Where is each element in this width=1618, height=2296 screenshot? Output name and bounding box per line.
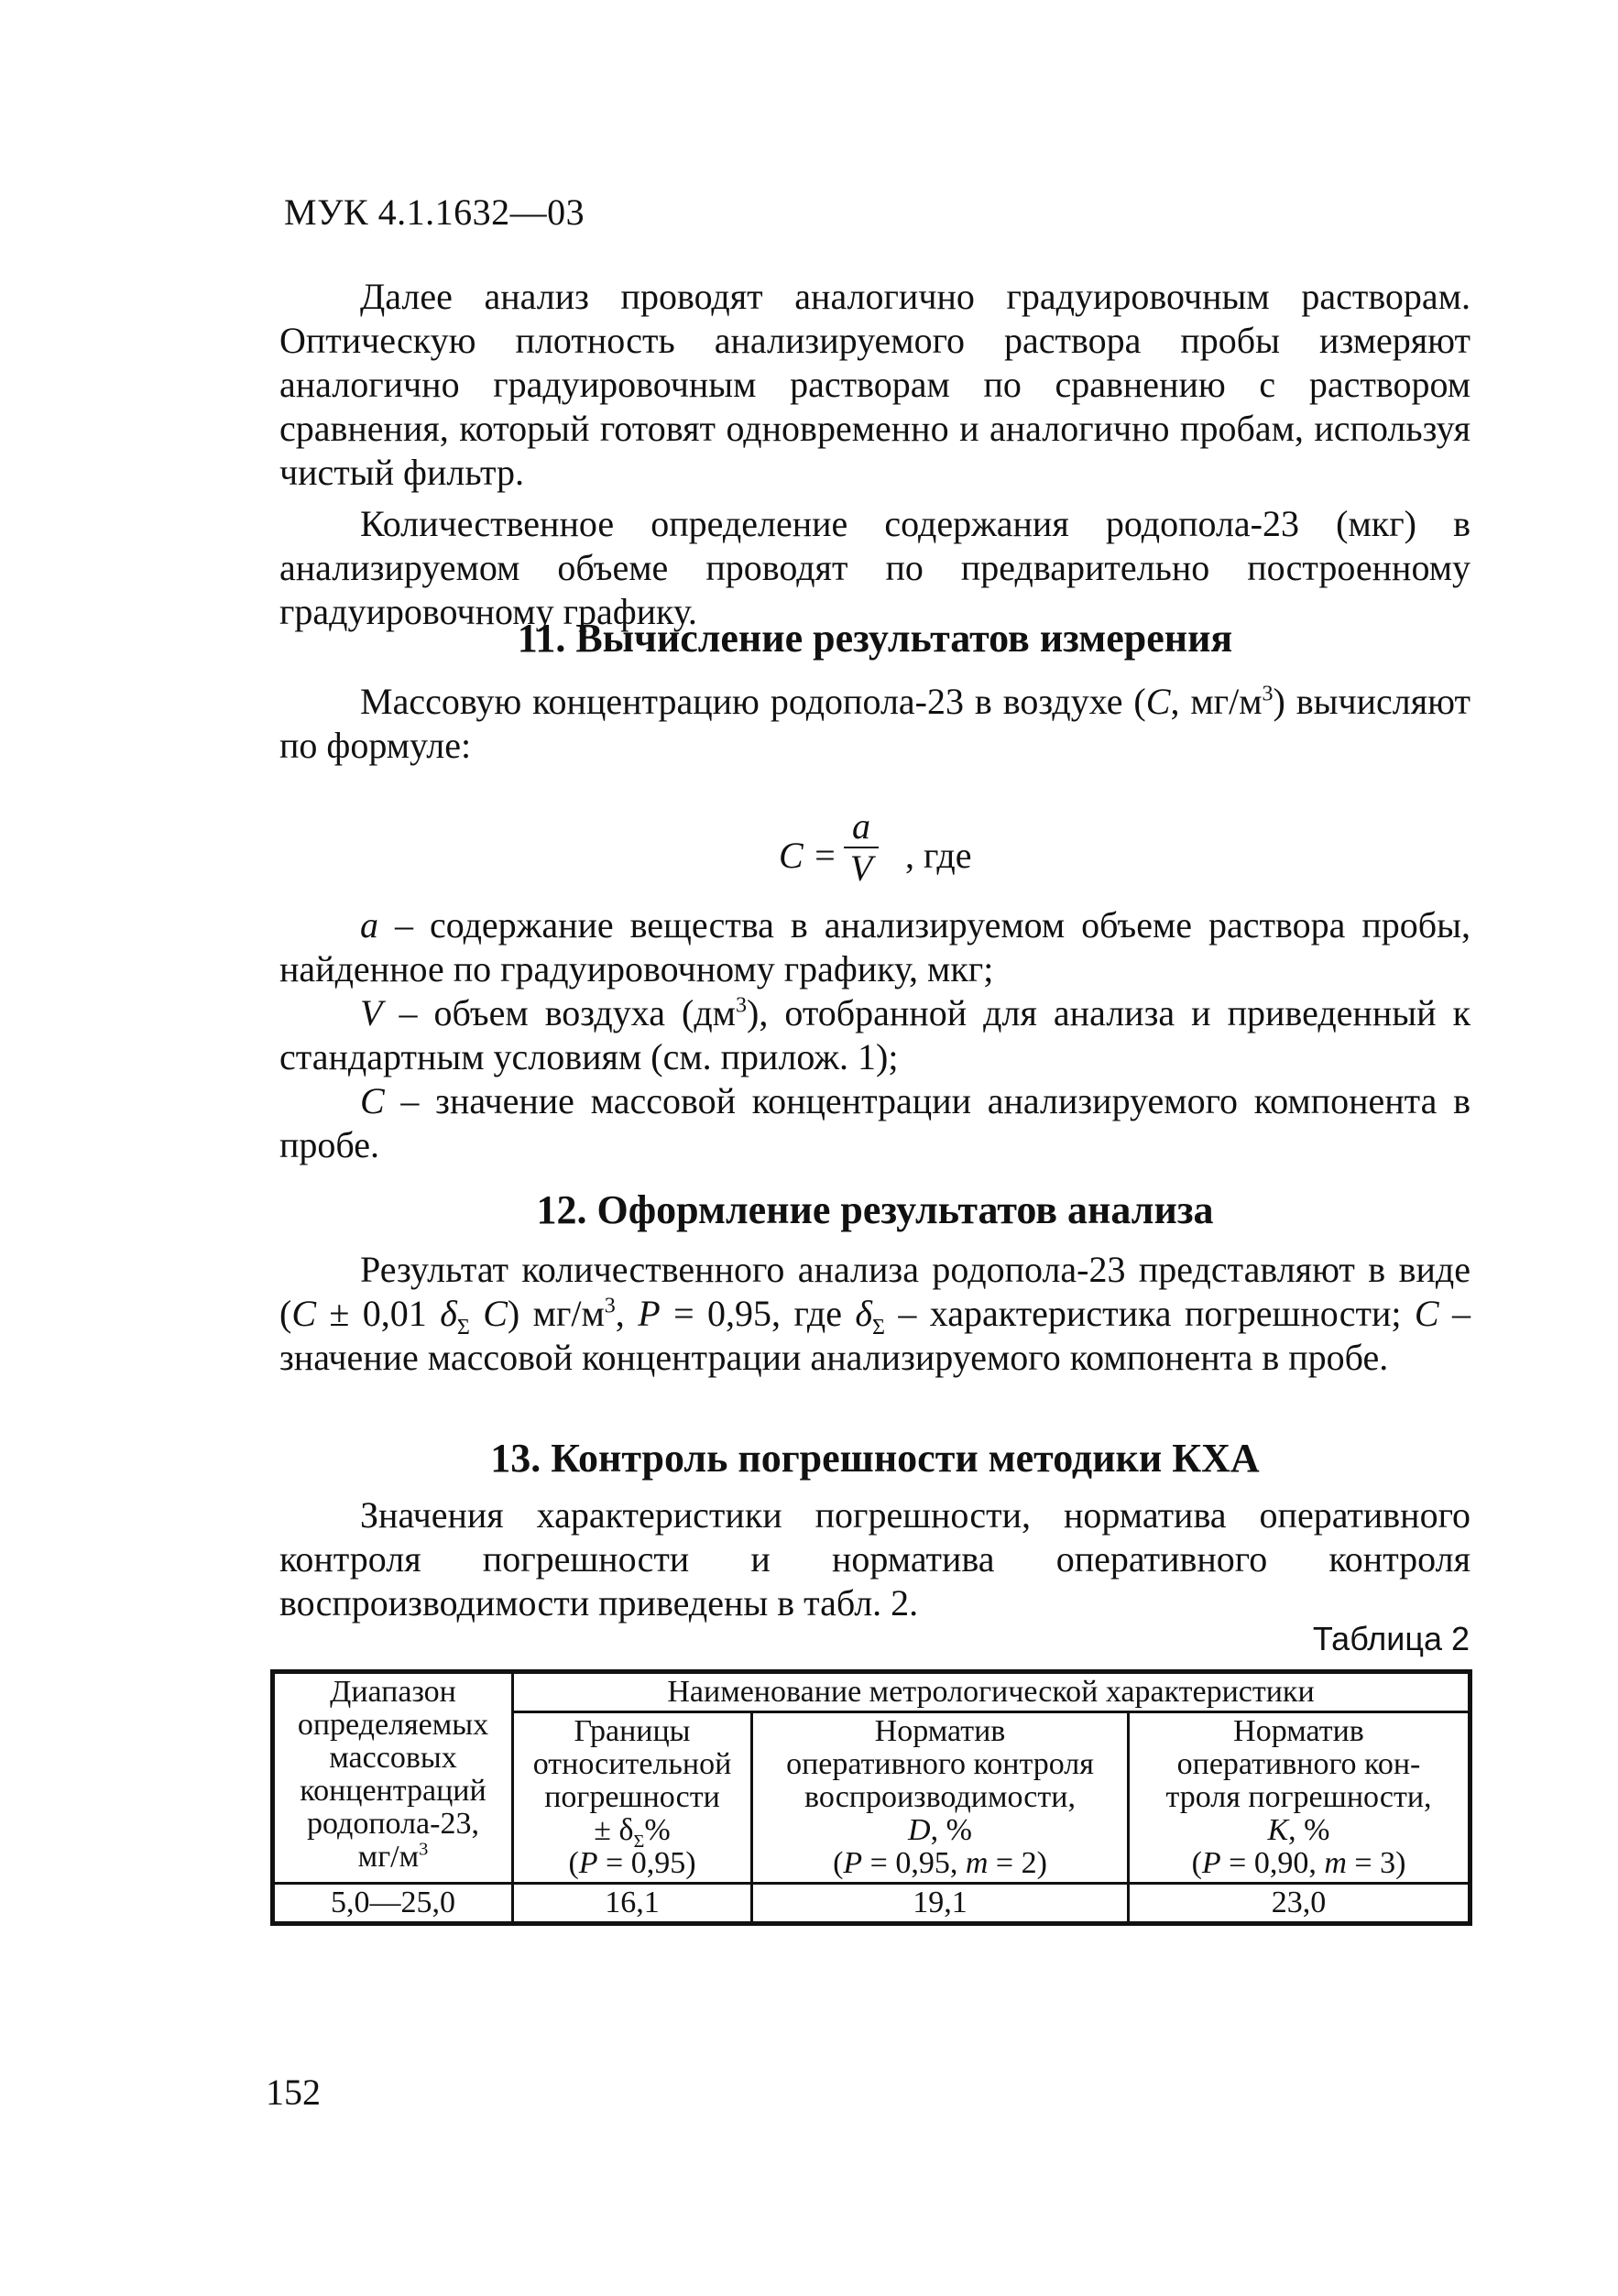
formula-numerator: a [852, 805, 870, 847]
intro-paragraph-1: Далее анализ проводят аналогично градуировочным растворам. Оптическую плотность анализируемого раствора пробы измеряют аналогично градуировочным растворам по сравнению с раствором сравнения, который готовят одновременно и аналогично пробам, используя чистый фильтр. [279, 276, 1470, 493]
page-number: 152 [266, 2072, 321, 2113]
intro-paragraph-2: Количественное определение содержания родопола-23 (мкг) в анализируемом объеме проводят по предварительно построенному градуировочному графику. [279, 503, 1470, 632]
definition-v: V – объем воздуха $(дм^3)$, отобранной для анализа и приведенный к стандартным условиям (см. прилож. 1); [279, 992, 1470, 1077]
intro-block [279, 275, 1470, 641]
section-11-heading: 11. Вычисление результатов измерения [517, 616, 1233, 661]
table-cell-range: 5,0—25,0 [273, 1884, 513, 1924]
section-12-body [279, 1248, 1470, 1387]
section-12-paragraph: Результат количественного анализа родопола-23 представляют в виде (C ± 0,01 $\delta_\Sigma$ C) $мг/м^3$, P = 0,95, где $\delta_\Sigma$ – характеристика погрешности; C – значение массовой концентрации анализируемого компонента в пробе. [279, 1249, 1471, 1378]
header-reproducibility-cell: Норматив оперативного контроля воспроизводимости, D, % (P = 0,95, m = 2) [752, 1712, 1129, 1884]
definition-a: a – содержание вещества в анализируемом объеме раствора пробы, найденное по градуировочному графику, мкг; [279, 904, 1470, 989]
table-cell-error-bounds: 16,1 [513, 1884, 752, 1924]
table-cell-reproducibility: 19,1 [752, 1884, 1129, 1924]
header-error-control-cell: Норматив оперативного кон- троля погрешности, K, % (P = 0,90, m = 3) [1129, 1712, 1470, 1884]
section-11-lead [279, 680, 1470, 775]
variable-definitions [279, 903, 1470, 1175]
table-header-row [273, 1672, 1470, 1712]
section-11-lead-paragraph: Массовую концентрацию родопола-23 в воздухе (C, $мг/м^3$) вычисляют по формуле: [279, 681, 1470, 766]
formula-where: , где [905, 835, 972, 876]
table-row [273, 1884, 1470, 1924]
document-code-header: МУК 4.1.1632—03 [284, 191, 585, 233]
formula-fraction [838, 806, 884, 889]
definition-c: C – значение массовой концентрации анализируемого компонента в пробе. [279, 1080, 1470, 1165]
section-13-paragraph: Значения характеристики погрешности, норматива оперативного контроля погрешности и норматива оперативного контроля воспроизводимости приведены в табл. 2. [279, 1494, 1470, 1624]
header-error-bounds-cell: Границы относительной погрешности ± $\delta_\Sigma\%$ (P = 0,95) [513, 1712, 752, 1884]
formula-denominator: V [849, 847, 873, 889]
table-caption: Таблица 2 [1312, 1620, 1470, 1657]
header-range-cell: Диапазон определяемых массовых концентраций родопола-23, $мг/м^3$ [273, 1672, 513, 1884]
metrology-table [270, 1669, 1472, 1926]
section-13-body [279, 1493, 1470, 1633]
section-12-heading: 12. Оформление результатов анализа [536, 1187, 1214, 1232]
table-cell-error-control: 23,0 [1129, 1884, 1470, 1924]
formula-lhs: C = [779, 835, 837, 876]
header-group-cell: Наименование метрологической характеристики [513, 1672, 1470, 1712]
section-13-heading: 13. Контроль погрешности методики КХА [490, 1436, 1260, 1481]
